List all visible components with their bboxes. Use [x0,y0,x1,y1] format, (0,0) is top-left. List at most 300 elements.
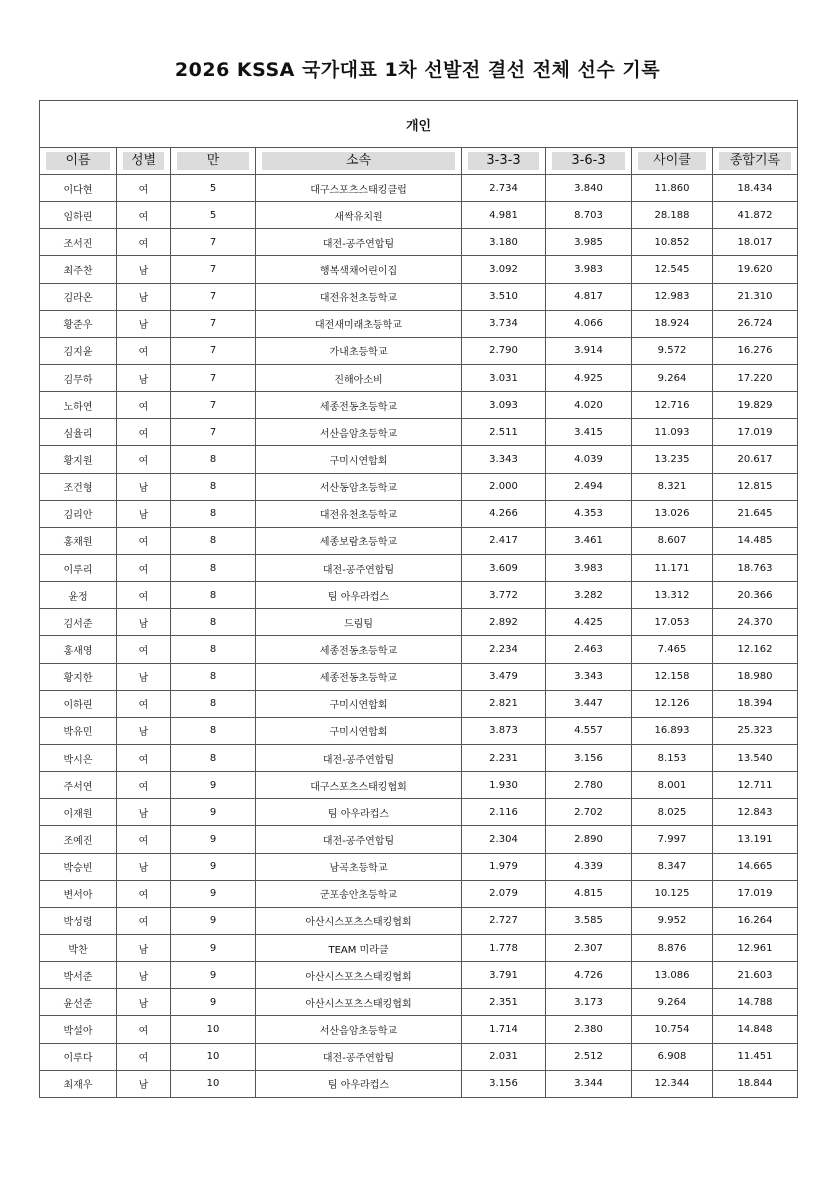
cell-affiliation: 대전새미래초등학교 [256,310,462,337]
cell-cycle: 9.952 [632,907,713,934]
cell-age: 9 [171,989,256,1016]
cell-affiliation: 남곡초등학교 [256,853,462,880]
cell-gender: 남 [117,310,171,337]
cell-total: 12.815 [713,473,798,500]
cell-cycle: 12.344 [632,1070,713,1097]
table-row [40,880,798,907]
cell-age: 8 [171,609,256,636]
cell-affiliation: 대구스포츠스태킹클럽 [256,175,462,202]
cell-gender: 여 [117,392,171,419]
cell-age: 9 [171,934,256,961]
cell-total: 41.872 [713,202,798,229]
cell-cycle: 8.001 [632,772,713,799]
cell-total: 17.019 [713,419,798,446]
cell-gender: 여 [117,175,171,202]
cell-cycle: 12.126 [632,690,713,717]
cell-age: 9 [171,880,256,907]
cell-age: 7 [171,419,256,446]
cell-3-6-3: 2.463 [546,636,632,663]
cell-affiliation: TEAM 미라클 [256,934,462,961]
cell-affiliation: 행복색채어린이집 [256,256,462,283]
cell-total: 18.763 [713,554,798,581]
cell-3-6-3: 3.344 [546,1070,632,1097]
cell-total: 14.848 [713,1016,798,1043]
cell-cycle: 17.053 [632,609,713,636]
cell-gender: 남 [117,256,171,283]
cell-affiliation: 구미시연합회 [256,690,462,717]
cell-3-3-3: 3.180 [462,229,546,256]
cell-name: 박승빈 [40,853,117,880]
cell-gender: 남 [117,663,171,690]
cell-total: 18.434 [713,175,798,202]
cell-3-6-3: 2.890 [546,826,632,853]
column-header-row [40,148,798,175]
cell-cycle: 9.264 [632,364,713,391]
cell-cycle: 12.716 [632,392,713,419]
cell-total: 18.017 [713,229,798,256]
cell-affiliation: 대전유천초등학교 [256,283,462,310]
cell-name: 이루다 [40,1043,117,1070]
cell-gender: 여 [117,690,171,717]
cell-3-3-3: 3.609 [462,554,546,581]
column-header-gender [117,148,171,175]
cell-cycle: 18.924 [632,310,713,337]
table-row [40,690,798,717]
cell-gender: 여 [117,582,171,609]
cell-3-3-3: 2.734 [462,175,546,202]
cell-3-6-3: 8.703 [546,202,632,229]
cell-3-3-3: 2.116 [462,799,546,826]
cell-affiliation: 대전-공주연합팀 [256,1043,462,1070]
cell-gender: 남 [117,473,171,500]
table-row [40,853,798,880]
cell-3-6-3: 4.039 [546,446,632,473]
column-header-3-3-3 [462,148,546,175]
cell-total: 19.829 [713,392,798,419]
cell-3-3-3: 3.156 [462,1070,546,1097]
column-header-label: 종합기록 [719,152,791,170]
table-row [40,717,798,744]
table-row [40,392,798,419]
cell-name: 조예진 [40,826,117,853]
table-row [40,826,798,853]
cell-3-3-3: 1.930 [462,772,546,799]
cell-3-6-3: 2.512 [546,1043,632,1070]
cell-total: 21.310 [713,283,798,310]
cell-total: 21.603 [713,962,798,989]
table-row [40,202,798,229]
cell-3-6-3: 3.173 [546,989,632,1016]
cell-3-6-3: 3.447 [546,690,632,717]
table-row [40,1016,798,1043]
cell-cycle: 6.908 [632,1043,713,1070]
cell-cycle: 8.347 [632,853,713,880]
cell-name: 조건형 [40,473,117,500]
column-header-label: 사이클 [638,152,706,170]
cell-3-3-3: 2.351 [462,989,546,1016]
cell-age: 9 [171,962,256,989]
cell-affiliation: 대전유천초등학교 [256,500,462,527]
cell-3-3-3: 3.343 [462,446,546,473]
cell-age: 7 [171,283,256,310]
column-header-label: 소속 [262,152,455,170]
table-row [40,175,798,202]
cell-cycle: 13.026 [632,500,713,527]
cell-3-3-3: 3.479 [462,663,546,690]
cell-3-3-3: 2.892 [462,609,546,636]
cell-affiliation: 진해아소비 [256,364,462,391]
cell-total: 11.451 [713,1043,798,1070]
table-row [40,310,798,337]
cell-cycle: 8.607 [632,527,713,554]
table-row [40,229,798,256]
table-row [40,907,798,934]
cell-3-3-3: 3.791 [462,962,546,989]
cell-total: 14.665 [713,853,798,880]
cell-affiliation: 팀 아우라컵스 [256,799,462,826]
cell-total: 20.617 [713,446,798,473]
cell-affiliation: 세종보람초등학교 [256,527,462,554]
cell-gender: 여 [117,1016,171,1043]
column-header-name [40,148,117,175]
cell-name: 윤선준 [40,989,117,1016]
cell-name: 최주찬 [40,256,117,283]
cell-3-3-3: 3.772 [462,582,546,609]
cell-3-3-3: 2.511 [462,419,546,446]
column-header-label: 만 [177,152,249,170]
cell-gender: 여 [117,446,171,473]
table-row [40,609,798,636]
cell-gender: 남 [117,962,171,989]
table-row [40,1070,798,1097]
cell-affiliation: 군포송안초등학교 [256,880,462,907]
cell-3-6-3: 2.307 [546,934,632,961]
cell-name: 박서준 [40,962,117,989]
cell-gender: 여 [117,229,171,256]
cell-age: 10 [171,1016,256,1043]
cell-3-6-3: 2.702 [546,799,632,826]
cell-3-3-3: 3.734 [462,310,546,337]
cell-3-3-3: 2.417 [462,527,546,554]
cell-total: 26.724 [713,310,798,337]
cell-3-3-3: 2.031 [462,1043,546,1070]
cell-3-6-3: 3.343 [546,663,632,690]
cell-cycle: 11.093 [632,419,713,446]
cell-cycle: 13.086 [632,962,713,989]
cell-gender: 여 [117,554,171,581]
cell-name: 이재원 [40,799,117,826]
cell-gender: 남 [117,853,171,880]
cell-name: 이하린 [40,690,117,717]
cell-3-6-3: 3.156 [546,744,632,771]
cell-total: 14.788 [713,989,798,1016]
cell-3-3-3: 1.778 [462,934,546,961]
cell-cycle: 10.125 [632,880,713,907]
cell-affiliation: 대전-공주연합팀 [256,554,462,581]
cell-name: 조서진 [40,229,117,256]
cell-cycle: 11.171 [632,554,713,581]
cell-gender: 여 [117,337,171,364]
cell-name: 노하연 [40,392,117,419]
cell-affiliation: 세종전동초등학교 [256,392,462,419]
cell-age: 7 [171,256,256,283]
cell-affiliation: 세종전동초등학교 [256,663,462,690]
cell-affiliation: 새싹유치원 [256,202,462,229]
cell-age: 9 [171,826,256,853]
cell-3-6-3: 3.585 [546,907,632,934]
table-row [40,989,798,1016]
cell-total: 18.980 [713,663,798,690]
table-row [40,527,798,554]
cell-gender: 여 [117,636,171,663]
cell-total: 14.485 [713,527,798,554]
cell-total: 12.711 [713,772,798,799]
cell-gender: 여 [117,419,171,446]
column-header-total [713,148,798,175]
cell-3-6-3: 4.425 [546,609,632,636]
cell-affiliation: 대구스포츠스태킹협회 [256,772,462,799]
table-row [40,554,798,581]
records-table [39,100,798,1098]
cell-gender: 여 [117,826,171,853]
cell-affiliation: 구미시연합회 [256,446,462,473]
records-body [40,175,798,1098]
cell-3-3-3: 4.981 [462,202,546,229]
cell-cycle: 8.153 [632,744,713,771]
cell-cycle: 10.852 [632,229,713,256]
cell-3-3-3: 3.873 [462,717,546,744]
cell-age: 8 [171,744,256,771]
cell-3-6-3: 3.415 [546,419,632,446]
cell-name: 심율리 [40,419,117,446]
cell-age: 8 [171,636,256,663]
table-row [40,636,798,663]
table-row [40,256,798,283]
cell-3-6-3: 4.353 [546,500,632,527]
column-header-affiliation [256,148,462,175]
cell-name: 김리안 [40,500,117,527]
column-header-label: 3-6-3 [552,152,625,170]
cell-3-3-3: 2.079 [462,880,546,907]
cell-total: 12.162 [713,636,798,663]
table-row [40,663,798,690]
cell-affiliation: 서산동암초등학교 [256,473,462,500]
cell-age: 8 [171,663,256,690]
cell-total: 19.620 [713,256,798,283]
column-header-label: 3-3-3 [468,152,539,170]
cell-age: 10 [171,1070,256,1097]
cell-total: 17.019 [713,880,798,907]
cell-total: 13.191 [713,826,798,853]
cell-age: 9 [171,907,256,934]
cell-3-6-3: 3.461 [546,527,632,554]
cell-3-3-3: 2.727 [462,907,546,934]
cell-affiliation: 서산음암초등학교 [256,419,462,446]
cell-gender: 여 [117,744,171,771]
cell-gender: 여 [117,880,171,907]
column-header-3-6-3 [546,148,632,175]
cell-3-3-3: 1.979 [462,853,546,880]
cell-name: 임하린 [40,202,117,229]
cell-3-3-3: 2.821 [462,690,546,717]
cell-name: 이다현 [40,175,117,202]
table-row [40,962,798,989]
cell-name: 김무하 [40,364,117,391]
cell-age: 9 [171,772,256,799]
cell-cycle: 10.754 [632,1016,713,1043]
table-row [40,283,798,310]
cell-gender: 남 [117,500,171,527]
cell-affiliation: 구미시연합회 [256,717,462,744]
cell-affiliation: 아산시스포츠스태킹협회 [256,907,462,934]
cell-cycle: 8.876 [632,934,713,961]
cell-affiliation: 드림팀 [256,609,462,636]
column-header-age [171,148,256,175]
section-label: 개인 [40,101,798,148]
cell-3-3-3: 3.510 [462,283,546,310]
cell-3-6-3: 2.494 [546,473,632,500]
cell-total: 18.844 [713,1070,798,1097]
table-row [40,799,798,826]
table-row [40,364,798,391]
cell-gender: 남 [117,364,171,391]
table-row [40,473,798,500]
cell-3-3-3: 2.231 [462,744,546,771]
cell-3-6-3: 4.925 [546,364,632,391]
cell-age: 7 [171,229,256,256]
cell-gender: 남 [117,609,171,636]
cell-name: 황지한 [40,663,117,690]
cell-3-3-3: 3.092 [462,256,546,283]
cell-gender: 남 [117,989,171,1016]
cell-age: 8 [171,582,256,609]
cell-cycle: 12.983 [632,283,713,310]
cell-3-3-3: 4.266 [462,500,546,527]
cell-name: 변서아 [40,880,117,907]
cell-affiliation: 서산음암초등학교 [256,1016,462,1043]
cell-cycle: 12.158 [632,663,713,690]
cell-total: 16.264 [713,907,798,934]
cell-gender: 남 [117,717,171,744]
cell-total: 25.323 [713,717,798,744]
cell-3-3-3: 2.790 [462,337,546,364]
cell-3-6-3: 3.840 [546,175,632,202]
cell-age: 8 [171,500,256,527]
cell-3-3-3: 2.304 [462,826,546,853]
cell-name: 박설아 [40,1016,117,1043]
cell-3-3-3: 3.093 [462,392,546,419]
cell-cycle: 9.572 [632,337,713,364]
cell-3-6-3: 3.983 [546,554,632,581]
cell-name: 홍새영 [40,636,117,663]
table-row [40,419,798,446]
table-row [40,582,798,609]
table-row [40,934,798,961]
table-row [40,500,798,527]
cell-name: 김서준 [40,609,117,636]
cell-name: 김라온 [40,283,117,310]
cell-age: 5 [171,202,256,229]
cell-affiliation: 아산시스포츠스태킹협회 [256,962,462,989]
cell-name: 박찬 [40,934,117,961]
cell-gender: 남 [117,1070,171,1097]
cell-name: 주서연 [40,772,117,799]
cell-total: 13.540 [713,744,798,771]
cell-total: 18.394 [713,690,798,717]
cell-age: 7 [171,364,256,391]
cell-age: 10 [171,1043,256,1070]
cell-cycle: 7.997 [632,826,713,853]
table-row [40,744,798,771]
cell-gender: 남 [117,799,171,826]
table-row [40,337,798,364]
cell-age: 5 [171,175,256,202]
cell-cycle: 16.893 [632,717,713,744]
cell-cycle: 12.545 [632,256,713,283]
cell-cycle: 9.264 [632,989,713,1016]
cell-affiliation: 팀 아우라컵스 [256,1070,462,1097]
cell-cycle: 8.025 [632,799,713,826]
cell-name: 최재우 [40,1070,117,1097]
cell-gender: 여 [117,772,171,799]
cell-3-6-3: 4.817 [546,283,632,310]
cell-affiliation: 대전-공주연합팀 [256,229,462,256]
cell-total: 21.645 [713,500,798,527]
cell-3-3-3: 3.031 [462,364,546,391]
table-row [40,772,798,799]
cell-affiliation: 아산시스포츠스태킹협회 [256,989,462,1016]
cell-name: 황준우 [40,310,117,337]
cell-3-6-3: 2.780 [546,772,632,799]
cell-3-6-3: 4.726 [546,962,632,989]
cell-name: 윤정 [40,582,117,609]
cell-gender: 여 [117,1043,171,1070]
column-header-cycle [632,148,713,175]
cell-affiliation: 대전-공주연합팀 [256,744,462,771]
cell-3-6-3: 3.983 [546,256,632,283]
cell-3-6-3: 2.380 [546,1016,632,1043]
cell-3-6-3: 3.282 [546,582,632,609]
cell-total: 20.366 [713,582,798,609]
cell-name: 김지윤 [40,337,117,364]
cell-cycle: 11.860 [632,175,713,202]
cell-age: 8 [171,717,256,744]
cell-age: 8 [171,473,256,500]
cell-gender: 여 [117,907,171,934]
cell-cycle: 7.465 [632,636,713,663]
cell-name: 이루리 [40,554,117,581]
cell-3-6-3: 4.557 [546,717,632,744]
cell-3-6-3: 4.020 [546,392,632,419]
cell-total: 12.843 [713,799,798,826]
cell-gender: 남 [117,283,171,310]
cell-total: 17.220 [713,364,798,391]
cell-3-3-3: 2.234 [462,636,546,663]
cell-name: 박유민 [40,717,117,744]
cell-name: 박성령 [40,907,117,934]
cell-age: 9 [171,799,256,826]
table-row [40,446,798,473]
cell-3-6-3: 4.339 [546,853,632,880]
cell-age: 7 [171,310,256,337]
cell-name: 황지원 [40,446,117,473]
cell-gender: 여 [117,527,171,554]
cell-affiliation: 대전-공주연합팀 [256,826,462,853]
cell-gender: 여 [117,202,171,229]
cell-age: 8 [171,690,256,717]
cell-3-6-3: 3.985 [546,229,632,256]
cell-gender: 남 [117,934,171,961]
